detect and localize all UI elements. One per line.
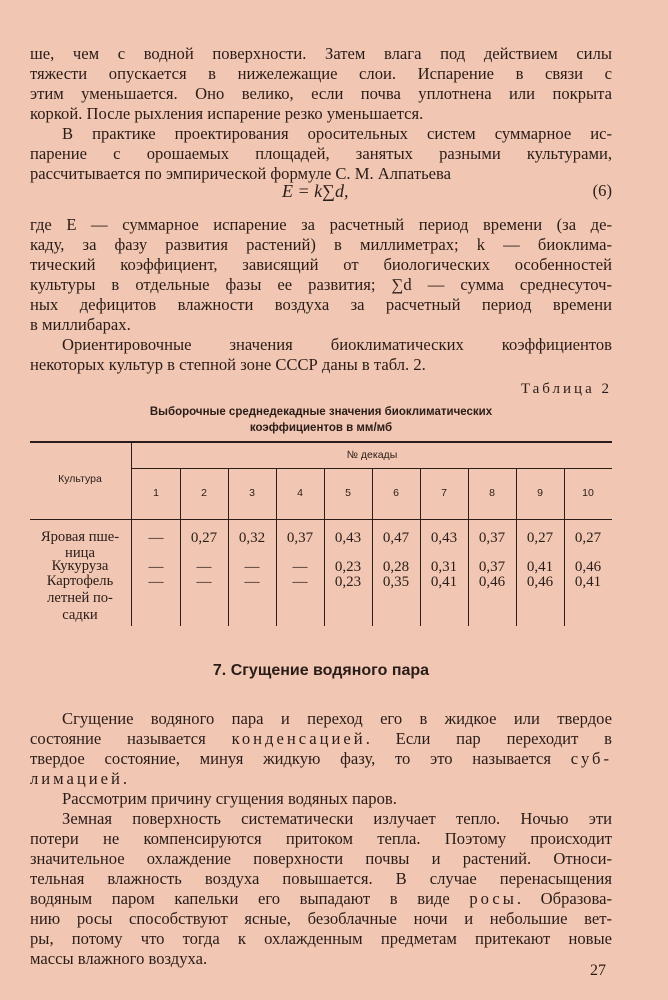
text-line: некоторых культур в степной зоне СССР даны в табл. 2. <box>30 355 426 374</box>
table-cell: 0,23 <box>334 574 362 590</box>
table-cell: — <box>244 574 260 590</box>
table-cell: 0,43 <box>334 530 362 546</box>
table-cell: 0,37 <box>478 530 506 546</box>
row-crop-label: Яровая пше- <box>40 529 120 545</box>
row-crop-label: летней по- <box>47 590 113 606</box>
table-cell: 0,46 <box>526 574 554 590</box>
page-number: 27 <box>590 962 606 979</box>
text-line: тический коэффициент, зависящий от биологических особенностей <box>30 255 612 274</box>
text-line: парение с орошаемых площадей, занятых разными культурами, <box>30 144 612 163</box>
text-line: Рассмотрим причину сгущения водяных паров. <box>62 789 397 808</box>
table-cell: 0,46 <box>478 574 506 590</box>
text-line: культуры в отдельные фазы ее развития; ∑d — сумма среднесуточ- <box>30 275 612 294</box>
text-line: В практике проектирования оросительных систем суммарное ис- <box>62 124 612 143</box>
table-cell: 0,27 <box>574 530 602 546</box>
header-decade-5: 5 <box>345 487 351 499</box>
row-crop-label: Кукуруза <box>51 558 109 574</box>
header-decade-3: 3 <box>249 487 255 499</box>
table-cell: 0,46 <box>574 559 602 575</box>
term-sublimation: суб- <box>570 749 612 768</box>
text-line: коркой. После рыхления испарение резко уменьшается. <box>30 104 424 123</box>
text-line: состояние называется конденсацией. Если пар переходит в <box>30 729 612 748</box>
text-line: лимацией. <box>30 769 128 788</box>
text-line: тельная влажность воздуха повышается. В случае перенасыщения <box>30 869 612 888</box>
table-header-bottom-rule <box>30 519 612 520</box>
table-cell: 0,43 <box>430 530 458 546</box>
text-line: Сгущение водяного пара и переход его в жидкое или твердое <box>62 709 612 728</box>
text-line: тяжести опускается в нижележащие слои. Испарение в связи с <box>30 64 612 83</box>
text-line: твердое состояние, минуя жидкую фазу, то это называется суб- <box>30 749 612 768</box>
table-cell: 0,27 <box>190 530 218 546</box>
table-cell: 0,23 <box>334 559 362 575</box>
term-dew: росы <box>469 889 517 908</box>
text-line: Земная поверхность систематически излучает тепло. Ночью эти <box>62 809 612 828</box>
row-crop-label: ница <box>65 545 95 561</box>
table-cell: 0,32 <box>238 530 266 546</box>
table-cell: — <box>292 574 308 590</box>
table-cell: — <box>148 530 164 546</box>
table-cell: 0,47 <box>382 530 410 546</box>
formula <box>30 181 612 205</box>
text-line: Ориентировочные значения биоклиматических коэффициентов <box>62 335 612 354</box>
formula-number: (6) <box>592 181 612 200</box>
table-cell: 0,31 <box>430 559 458 575</box>
header-decade-group: № декады <box>346 449 398 461</box>
table-cell: 0,41 <box>430 574 458 590</box>
header-decade-9: 9 <box>537 487 543 499</box>
table-cell: 0,41 <box>574 574 602 590</box>
table-label: Таблица 2 <box>520 381 612 397</box>
text-line: в миллибарах. <box>30 315 131 334</box>
header-decade-6: 6 <box>393 487 399 499</box>
text-line: нию росы способствуют ясные, безоблачные ночи и небольшие вет- <box>30 909 612 928</box>
header-crop: Культура <box>58 473 102 485</box>
text-line: значительное охлаждение поверхности почвы и растений. Относи- <box>30 849 612 868</box>
table-cell: 0,35 <box>382 574 410 590</box>
table-cell: 0,41 <box>526 559 554 575</box>
text-line: водяным паром капельки его выпадают в виде росы. Образова- <box>30 889 612 908</box>
table-cell: 0,28 <box>382 559 410 575</box>
table-caption: Выборочные среднедекадные значения биоклиматических <box>149 406 493 418</box>
table-top-rule <box>30 441 612 443</box>
term-condensation: конденсацией <box>231 729 366 748</box>
header-decade-2: 2 <box>201 487 207 499</box>
header-decade-10: 10 <box>582 487 594 499</box>
header-decade-7: 7 <box>441 487 447 499</box>
table-cell: — <box>292 559 308 575</box>
text-line: рассчитывается по эмпирической формуле С. М. Алпатьева <box>30 164 452 183</box>
header-decade-1: 1 <box>153 487 159 499</box>
row-crop-label: садки <box>62 607 98 623</box>
table-cell: — <box>148 559 164 575</box>
table-cell: 0,37 <box>478 559 506 575</box>
text-line: этим уменьшается. Оно велико, если почва уплотнена или покрыта <box>30 84 612 103</box>
table-cell: — <box>196 559 212 575</box>
text-line: потери не компенсируются притоком тепла. Поэтому происходит <box>30 829 612 848</box>
table-caption: коэффициентов в мм/мб <box>249 422 393 434</box>
table-cell: — <box>244 559 260 575</box>
text-line: массы влажного воздуха. <box>30 949 208 968</box>
text-line: ры, потому что тогда к охлажденным предметам притекают новые <box>30 929 612 948</box>
section-heading: 7. Сгущение водяного пара <box>212 662 430 679</box>
text-line: ных дефицитов влажности воздуха за расчетный период времени <box>30 295 612 314</box>
table-cell: 0,37 <box>286 530 314 546</box>
header-decade-8: 8 <box>489 487 495 499</box>
row-crop-label: Картофель <box>46 573 114 589</box>
table-cell: 0,27 <box>526 530 554 546</box>
text-line: каду, за фазу развития растений) в миллиметрах; k — биоклима- <box>30 235 612 254</box>
term-sublimation-end: лимацией <box>30 769 123 788</box>
formula-expression: E = k∑d, <box>282 181 349 201</box>
header-decade-4: 4 <box>297 487 303 499</box>
table-cell: — <box>148 574 164 590</box>
table-cell: — <box>196 574 212 590</box>
text-line: где E — суммарное испарение за расчетный период времени (за де- <box>30 215 612 234</box>
text-line: ше, чем с водной поверхности. Затем влага под действием силы <box>30 44 612 63</box>
